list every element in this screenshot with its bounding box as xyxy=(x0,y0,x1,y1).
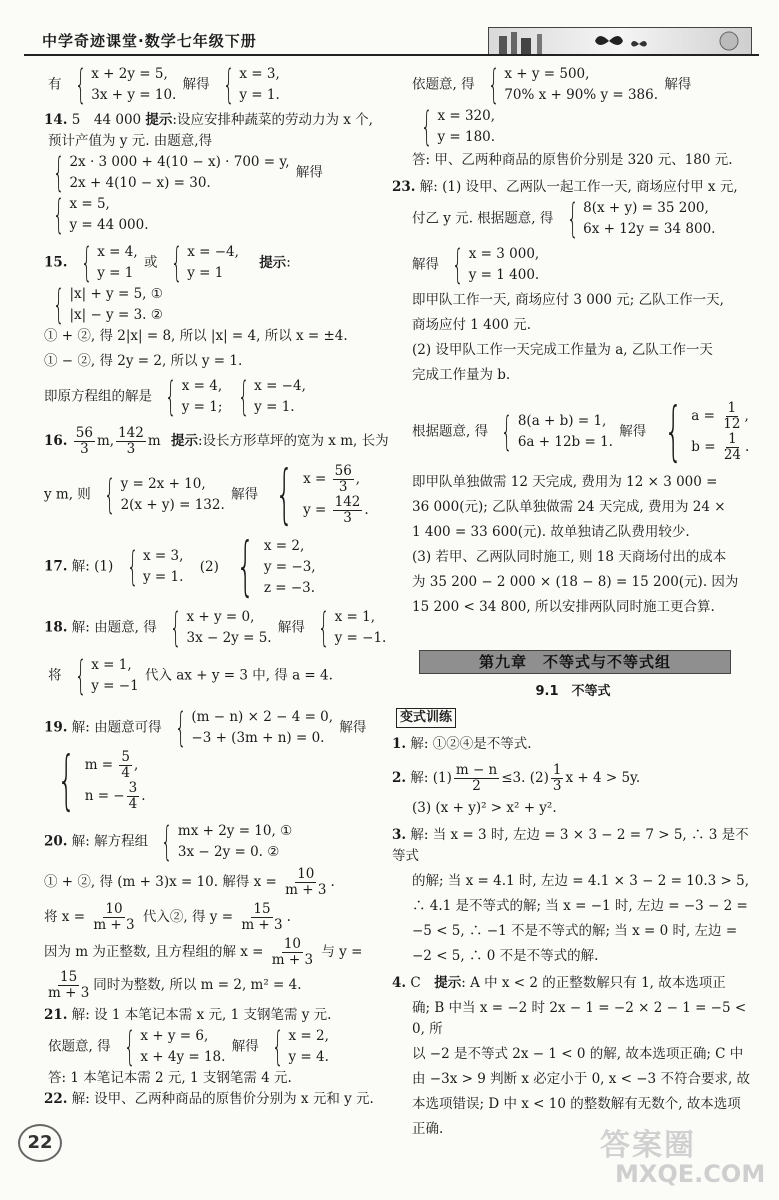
q21-line2: 依题意, 得 { x + y = 6, x + 4y = 18. 解得 { x = 2, y = 4. xyxy=(48,1024,329,1070)
q16: 16. $\frac{56}{3}$ m, $\frac{142}{3}$ m 提示:设长方形草坪的宽为 x m, 长为 xyxy=(44,425,389,457)
solution-system: { x = 2, y = 4. xyxy=(272,1024,329,1070)
q21-answer: 答: 1 本笔记本需 2 元, 1 支钢笔需 4 元. xyxy=(48,1070,292,1086)
left-column xyxy=(44,64,396,1110)
header-banner-image xyxy=(488,27,752,55)
equation-system: { 2x · 3 000 + 4(10 − x) · 700 = y, 2x + 4(10 − x) = 30. xyxy=(52,150,290,196)
equation-system: { y = 2x + 10, 2(x + y) = 132. xyxy=(104,472,225,518)
question-number: 21. xyxy=(44,1007,68,1023)
equation-system: { x + 2y = 5, 3x + y = 10. xyxy=(74,62,177,108)
page-number: 22 xyxy=(18,1124,62,1162)
q23-line2: 付乙 y 元. 根据题意, 得 { 8(x + y) = 35 200, 6x + 12y = 34 800. xyxy=(412,196,716,242)
question-number: 3. xyxy=(392,827,407,843)
equation-system: { 8(a + b) = 1, 6a + 12b = 1. xyxy=(501,409,613,455)
solution-system: { a = $\frac{1}{12}$ , b = $\frac{1}{24}$ . xyxy=(663,395,750,469)
question-number: 16. xyxy=(44,433,68,449)
q23-line3: 解得 { x = 3 000, y = 1 400. xyxy=(412,242,540,288)
fraction: $\frac{15}{m + 3}$ xyxy=(241,901,283,933)
q20-line4: 因为 m 为正整数, 且方程组的解 x = $\frac{10}{m + 3}$ 与 y = xyxy=(44,936,363,968)
v1: 1. 解: ①②④是不等式. xyxy=(392,736,532,752)
q17: 17. 解: (1) { x = 3, y = 1. (2) { x = 2, y = −3, z = −3. xyxy=(44,530,316,604)
header-rule xyxy=(24,54,759,56)
q14-line2: 预计产值为 y 元. 由题意,得 xyxy=(48,133,213,149)
q22-answer: 答: 甲、乙两种商品的原售价分别是 320 元、180 元. xyxy=(412,152,733,168)
equation-system: { mx + 2y = 10, ① 3x − 2y = 0. ② xyxy=(161,819,293,865)
equation-system: { |x| + y = 5, ① |x| − y = 3. ② xyxy=(52,282,163,328)
q13-tail: 有 { x + 2y = 5, 3x + y = 10. 解得 { x = 3, y = 1. xyxy=(48,62,280,108)
question-number: 15. xyxy=(44,254,68,271)
hint-label: 提示 xyxy=(434,975,462,991)
solution-system: { x = 3, y = 1. xyxy=(222,62,280,108)
question-number: 17. xyxy=(44,558,68,575)
solution-system: { x = −4, y = 1 xyxy=(170,240,239,286)
solution-system: { m = $\frac{5}{4}$ , n = − $\frac{3}{4}$ . xyxy=(57,744,146,818)
question-number: 4. xyxy=(392,975,407,991)
solution-system: { x = 5, y = 44 000. xyxy=(52,192,149,238)
fraction: $\frac{15}{m + 3}$ xyxy=(48,969,90,1001)
hint-label: 提示 xyxy=(259,254,287,271)
chapter-title-bar: 第九章 不等式与不等式组 xyxy=(419,650,731,674)
equation-system: { x + y = 6, x + 4y = 18. xyxy=(123,1024,226,1070)
q14: 14. 5 44 000 提示:设应安排种蔬菜的劳动力为 x 个, xyxy=(44,112,373,128)
q20: 20. 解: 解方程组 { mx + 2y = 10, ① 3x − 2y = 0. ② xyxy=(44,819,293,865)
q15-line4: 即原方程组的解是 { x = 4, y = 1; { x = −4, y = 1. xyxy=(44,374,306,420)
solution-system: { x = 4, y = 1; xyxy=(165,374,223,420)
fraction: $\frac{56}{3}$ xyxy=(75,425,93,457)
equation-system: { 8(x + y) = 35 200, 6x + 12y = 34 800. xyxy=(566,196,716,242)
fraction: $\frac{m - n}{2}$ xyxy=(455,762,498,794)
q21: 21. 解: 设 1 本笔记本需 x 元, 1 支钢笔需 y 元. xyxy=(44,1007,332,1023)
q23-line8: 根据题意, 得 { 8(a + b) = 1, 6a + 12b = 1. 解得 { a = $\frac{1}{12}$ , b = $\frac{1}{24}$ . xyxy=(412,395,750,469)
q15: 15. { x = 4, y = 1 或 { x = −4, y = 1 提示: { |x| + y = 5, ① |x| − y = 3. ② xyxy=(44,240,291,328)
equation-system: { (m − n) × 2 − 4 = 0, −3 + (3m + n) = 0. xyxy=(174,705,334,751)
fraction: $\frac{10}{m + 3}$ xyxy=(93,901,135,933)
right-column: 依题意, 得 { x + y = 500, 70% x + 90% y = 386. 解得 { x = 320, y = 180. 答: 甲、乙两种商品的原售价分别是 320 元、180 元. 23. 解: (1) 设甲、乙两队一起工作一天, 商场应付甲 x 元, 付乙 y 元. 根据题意, 得 { 8(x + y) = 35 200, 6x + 12y = 34 800. 解得 { x = 3 000, y = 1 400. 即甲队工作一天, 商场应付 3 000 元; 乙队工作一天, 商场应付 1 400 元. (2) 设甲队工作一天完成工作量为 a, 乙队工作一天 完成工作量为 b. 根据题意, 得 { 8(a + b) = 1, 6a + 12b = 1. 解得 { a = $\frac{1}{12}$ , b = $\frac{1}{24}$ . 即甲队单独做需 12 天完成, 费用为 12 × 3 000 = 36 000(元); 乙队单独做需 24 天完成, 费用为 24 × 1 400 = 33 600(元). 故单独请乙队费用较少. (3) 若甲、乙两队同时施工, 则 18 天商场付出的成本 为 35 200 − 2 000 × (18 − 8) = 15 200(元). 因为 15 200 < 34 800, 所以安排两队同时施工更合算. xyxy=(392,64,754,618)
hint-label: 提示 xyxy=(145,112,173,128)
fraction: $\frac{142}{3}$ xyxy=(118,425,144,457)
section-title: 9.1 不等式 xyxy=(535,684,611,699)
exercise-box-label: 变式训练 xyxy=(396,708,456,728)
book-title: 中学奇迹课堂·数学七年级下册 xyxy=(42,32,257,50)
watermark-url: MXQE.COM xyxy=(615,1160,766,1188)
fraction: $\frac{1}{3}$ xyxy=(552,762,562,794)
q22: 22. 解: 设甲、乙两种商品的原售价分别为 x 元和 y 元. xyxy=(44,1091,374,1107)
q16-line2: y m, 则 { y = 2x + 10, 2(x + y) = 132. 解得 { x = $\frac{56}{3}$ , y = $\frac{142}{3}$ . xyxy=(44,458,369,532)
fraction: $\frac{10}{m + 3}$ xyxy=(285,866,327,898)
solution-system: { x = 2, y = −3, z = −3. xyxy=(236,530,316,604)
text: 有 xyxy=(48,76,62,93)
q14-systems: { 2x · 3 000 + 4(10 − x) · 700 = y, 2x + 4(10 − x) = 30. 解得 { x = 5, y = 44 000. xyxy=(44,152,396,236)
question-number: 18. xyxy=(44,619,68,636)
solution-system: { x = $\frac{56}{3}$ , y = $\frac{142}{3}$ . xyxy=(275,458,369,532)
hint-label: 提示 xyxy=(170,433,198,449)
solution-system: { x = 3 000, y = 1 400. xyxy=(452,242,540,288)
fraction: $\frac{10}{m + 3}$ xyxy=(271,936,314,968)
q22-cont: 依题意, 得 { x + y = 500, 70% x + 90% y = 386. 解得 { x = 320, y = 180. xyxy=(412,62,692,150)
q15-line2: ① + ②, 得 2|x| = 8, 所以 |x| = 4, 所以 x = ±4. xyxy=(44,328,348,344)
q20-line5: $\frac{15}{m + 3}$ 同时为整数, 所以 m = 2, m² = 4. xyxy=(48,969,302,1001)
v4: 4. C 提示: A 中 x < 2 的正整数解只有 1, 故本选项正 xyxy=(392,975,726,991)
skyline-butterfly-icon xyxy=(489,28,751,54)
q15-line3: ① − ②, 得 2y = 2, 所以 y = 1. xyxy=(44,353,243,369)
solution-system: { x = 3, y = 1. xyxy=(126,544,184,590)
solution-system: { x = 320, y = 180. xyxy=(420,104,496,150)
q23: 23. 解: (1) 设甲、乙两队一起工作一天, 商场应付甲 x 元, xyxy=(392,179,738,195)
q20-line2: ① + ②, 得 (m + 3)x = 10. 解得 x = $\frac{10}{m + 3}$ . xyxy=(44,866,335,898)
solution-system: { x = 4, y = 1 xyxy=(80,240,138,286)
q20-line3: 将 x = $\frac{10}{m + 3}$ 代入②, 得 y = $\frac{15}{m + 3}$ . xyxy=(44,901,291,933)
v3: 3. 解: 当 x = 3 时, 左边 = 3 × 3 − 2 = 7 > 5, ∴ 3 是不等式 xyxy=(392,827,749,864)
solution-system: { x = −4, y = 1. xyxy=(237,374,306,420)
question-number: 14. xyxy=(44,112,68,128)
solution-system: { x = 1, y = −1 xyxy=(74,653,139,699)
question-number: 19. xyxy=(44,719,68,736)
question-number: 2. xyxy=(392,770,407,786)
page-header xyxy=(0,0,779,62)
v2: 2. 解: (1) $\frac{m - n}{2}$ ≤3. (2) $\frac{1}{3}$ x + 4 > 5y. xyxy=(392,762,641,794)
q18: 18. 解: 由题意, 得 { x + y = 0, 3x − 2y = 5. 解得 { x = 1, y = −1. xyxy=(44,605,387,651)
exercise-answers: 1. 解: ①②④是不等式. 2. 解: (1) $\frac{m - n}{2}$ ≤3. (2) $\frac{1}{3}$ x + 4 > 5y. (3) (x + y)² > x² + y². 3. 解: 当 x = 3 时, 左边 = 3 × 3 − 2 = 7 > 5, ∴ 3 是不等式 的解; 当 x = 4.1 时, 左边 = 4.1 × 3 − 2 = 10.3 > 5, ∴ 4.1 是不等式的解; 当 x = −1 时, 左边 = −3 − 2 = −5 < 5, ∴ −1 不是不等式的解; 当 x = 0 时, 左边 = −2 < 5, ∴ 0 不是不等式的解. 4. C 提示: A 中 x < 2 的正整数解只有 1, 故本选项正 确; B 中当 x = −2 时 2x − 1 = −2 × 2 − 1 = −5 < 0, 所 以 −2 是不等式 2x − 1 < 0 的解, 故本选项正确; C 中 由 −3x > 9 判断 x 必定小于 0, x < −3 不符合要求, 故 本选项错误; D 中 x < 10 的整数解有无数个, 故本选项 正确. xyxy=(392,734,754,1140)
q19: 19. 解: 由题意可得 { (m − n) × 2 − 4 = 0, −3 + (3m + n) = 0. 解得 { m = $\frac{5}{4}$ , n = − $\frac{3}{4}$ . xyxy=(44,705,367,818)
equation-system: { x + y = 0, 3x − 2y = 5. xyxy=(170,605,272,651)
equation-system: { x + y = 500, 70% x + 90% y = 386. xyxy=(487,62,659,108)
q18-line2: 将 { x = 1, y = −1 代入 ax + y = 3 中, 得 a = 4. xyxy=(48,653,333,699)
question-number: 20. xyxy=(44,833,68,850)
solution-system: { x = 1, y = −1. xyxy=(318,605,387,651)
question-number: 22. xyxy=(44,1091,68,1107)
watermark-logo: 答案圈 xyxy=(600,1128,696,1163)
question-number: 23. xyxy=(392,179,416,195)
question-number: 1. xyxy=(392,736,407,752)
